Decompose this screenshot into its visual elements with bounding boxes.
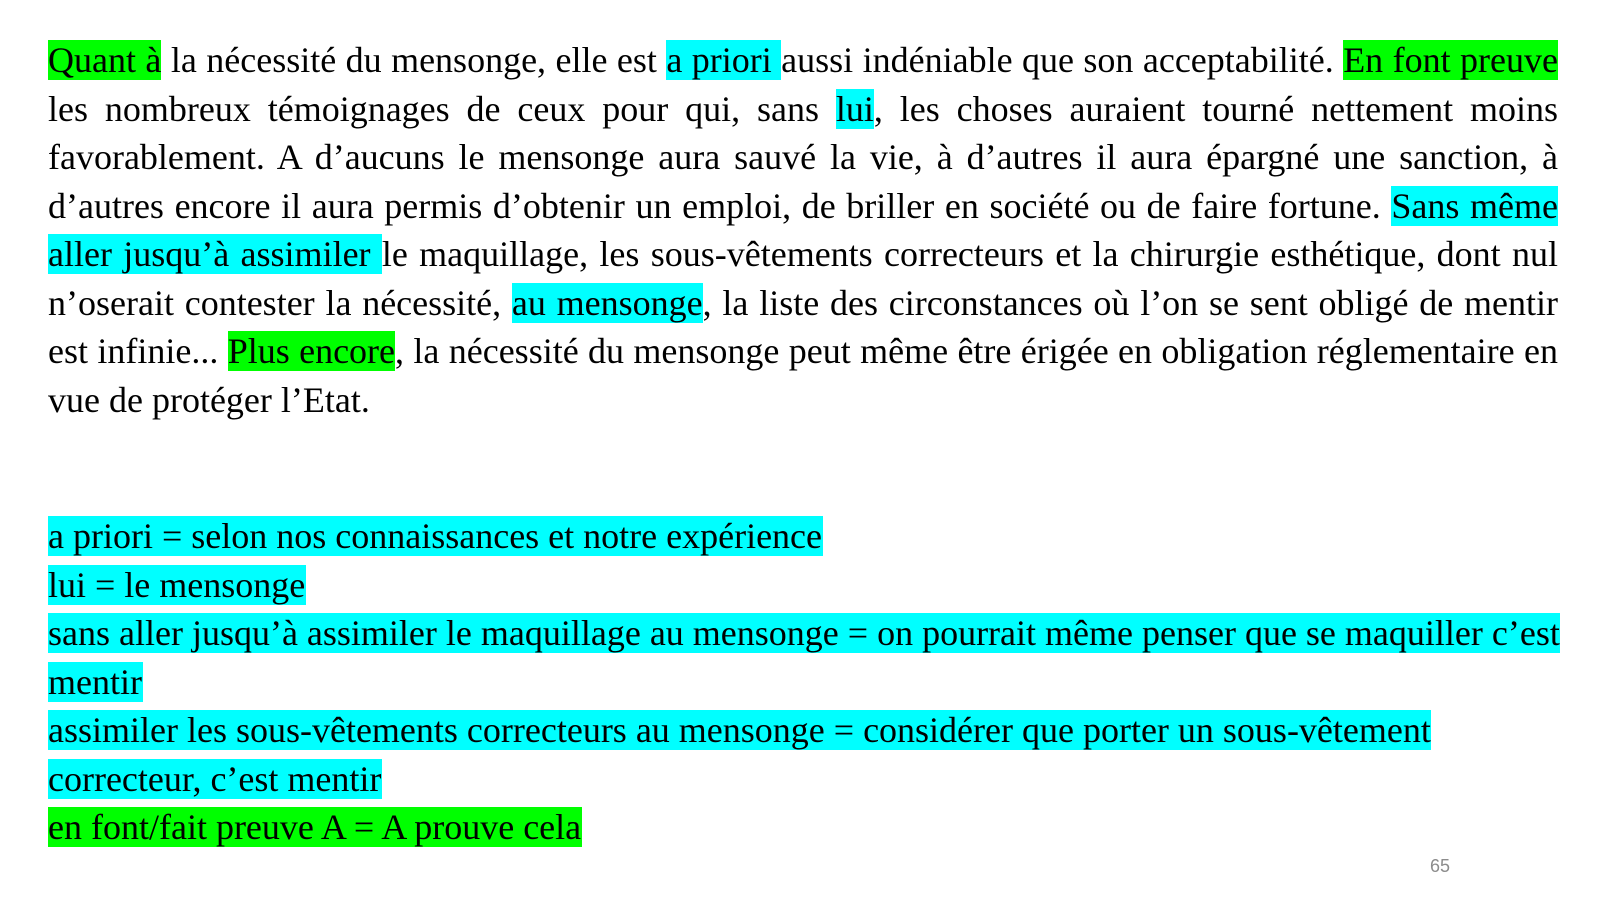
text-segment: le maquillage, les sous-vêtements correcteurs et la chirurgie esthétique, dont nul n’oserait contester la nécessité, [48,234,1558,323]
gloss-text: a priori = selon nos connaissances et notre expérience [48,516,823,556]
highlight-quant-a: Quant à [48,40,162,80]
gloss-text: en font/fait preuve A = A prouve cela [48,807,582,847]
text-segment: aussi indéniable que son acceptabilité. [781,40,1344,80]
text-segment: la nécessité du mensonge, elle est [161,40,667,80]
gloss-text: assimiler les sous-vêtements correcteurs au mensonge = considérer que porter un sous-vêtement correcteur, c’est mentir [48,710,1431,799]
vocabulary-glosses [48,512,1568,852]
highlight-au-mensonge: au mensonge [511,282,703,323]
page-number: 65 [1430,856,1451,876]
highlight-sans-meme-aller: Sans même aller jusqu’à assimiler [48,185,1558,274]
main-paragraph [48,36,1558,424]
gloss-text: sans aller jusqu’à assimiler le maquillage au mensonge = on pourrait même penser que se maquiller c’est mentir [48,613,1560,702]
gloss-item [48,706,1568,803]
gloss-item [48,803,1568,852]
text-segment: , les choses auraient tourné nettement moins favorablement. A d’aucuns le mensonge aura sauvé la vie, à d’autres il aura épargné une sanction, à d’autres encore il aura permis d’obtenir un emploi, de briller en société ou de faire fortune. [48,88,1558,226]
gloss-item [48,512,1568,561]
gloss-text: lui = le mensonge [48,564,306,605]
highlight-en-font-preuve: En font preuve [1343,40,1558,80]
text-segment: , la liste des circonstances où l’on se sent obligé de mentir est infinie... [48,282,1558,371]
text-segment: les nombreux témoignages de ceux pour qui, sans [48,88,836,129]
highlight-lui: lui [835,88,874,129]
text-segment: , la nécessité du mensonge peut même être érigée en obligation réglementaire en vue de protéger l’Etat. [48,331,1558,420]
highlight-a-priori: a priori [666,40,782,80]
gloss-item [48,561,1568,610]
highlight-plus-encore: Plus encore [227,331,396,371]
gloss-item [48,609,1568,706]
